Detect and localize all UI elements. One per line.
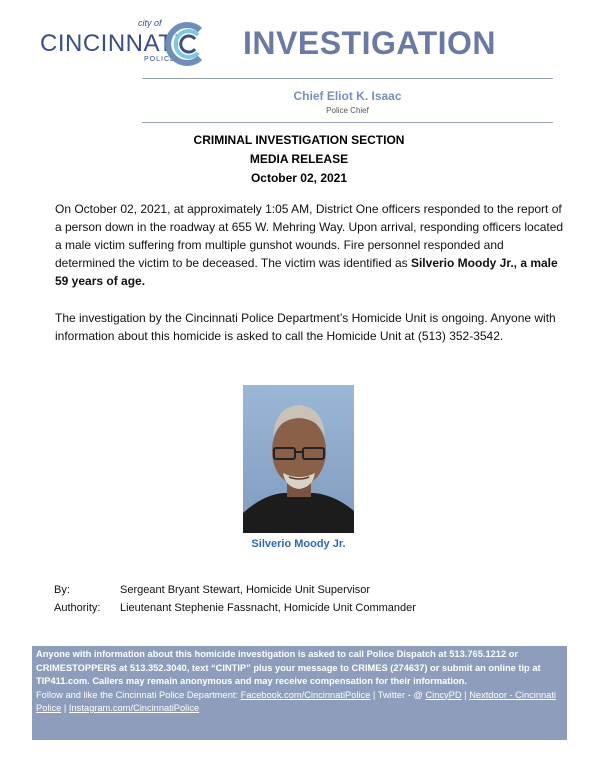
credit-by-value: Sergeant Bryant Stewart, Homicide Unit Supervisor [120,584,371,596]
separator: | Twitter - @ [370,689,426,700]
page-title: INVESTIGATION [243,25,497,61]
victim-identification: Silverio Moody Jr., a male 59 years of age. [55,256,558,288]
investigation-paragraph: The investigation by the Cincinnati Police Department’s Homicide Unit is ongoing. Anyone with information about this homicide is asked to call the Homicide Unit at (513) 352-3542. [55,311,556,343]
tip-info-text: Anyone with information about this homicide investigation is asked to call Police Dispatch at 513.765.1212 or CRIMESTOPPERS at 513.352.3040, text “CINTIP” plus your message to CRIMES (274637) or submit an online tip at TIP411.com. Callers may remain anonymous and may receive compensation for their information. [36,649,541,686]
logo-c-mark-icon [162,20,212,68]
facebook-link[interactable]: Facebook.com/CincinnatiPolice [240,689,371,700]
incident-paragraph [55,200,565,290]
logo-city-of: city of [138,18,162,28]
top-divider [142,78,553,79]
logo-police: POLICE [144,56,176,63]
credit-authority-label: Authority: [54,602,101,614]
nextdoor-link[interactable]: Nextdoor - Cincinnati Police [36,689,556,713]
credit-authority [54,602,416,614]
logo-name: CINCINNATI [40,30,181,57]
section-heading: CRIMINAL INVESTIGATION SECTION [193,133,405,147]
release-type: MEDIA RELEASE [249,152,349,166]
instagram-link[interactable]: Instagram.com/CincinnatiPolice [68,703,200,713]
social-links [36,689,563,716]
chief-title: Police Chief [326,106,369,115]
bottom-divider [142,122,553,123]
follow-text: Follow and like the Cincinnati Police Department: [36,689,241,700]
tip-info-footer [32,646,567,740]
credit-by-label: By: [54,584,70,596]
victim-photo [243,385,354,533]
incident-text: On October 02, 2021, at approximately 1:05 AM, District One officers responded to the report of a person down in the roadway at 655 W. Mehring Way. Upon arrival, responding officers located a male victim suffering from multiple gunshot wounds. Fire personnel responded and determined the victim to be deceased. The victim was identified as [55,202,564,270]
chief-name: Chief Eliot K. Isaac [293,89,402,103]
twitter-link[interactable]: CincyPD [425,689,462,700]
cincinnati-police-logo [40,18,215,68]
credit-authority-value: Lieutenant Stephenie Fassnacht, Homicide Unit Commander [120,602,416,614]
photo-caption: Silverio Moody Jr. [251,538,346,550]
separator: | [461,689,470,700]
release-date: October 02, 2021 [250,171,348,185]
credit-by [54,584,370,596]
separator: | [61,703,69,713]
